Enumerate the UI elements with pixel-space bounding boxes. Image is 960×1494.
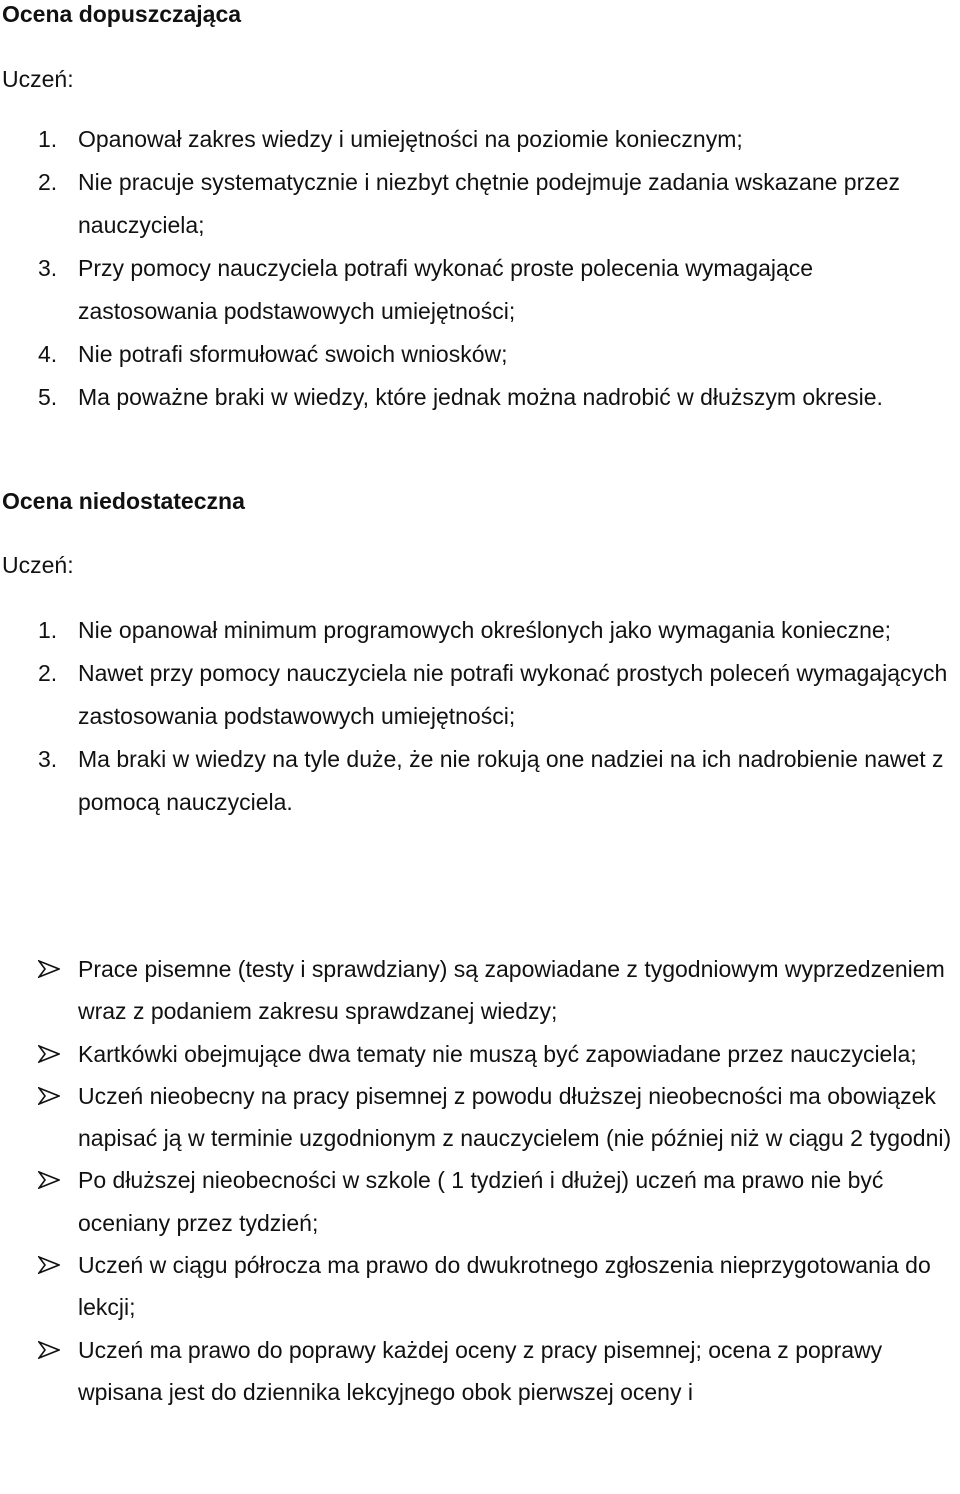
list-item xyxy=(0,948,958,1033)
item-text: Opanował zakres wiedzy i umiejętności na poziomie koniecznym; xyxy=(78,126,743,152)
list-item xyxy=(0,609,950,652)
list-item xyxy=(0,652,950,738)
item-text: Nawet przy pomocy nauczyciela nie potrafi wykonać prostych poleceń wymagających zastosowania podstawowych umiejętności; xyxy=(78,660,948,729)
rule-text: Prace pisemne (testy i sprawdziany) są zapowiadane z tygodniowym wyprzedzeniem wraz z podaniem zakresu sprawdzanej wiedzy; xyxy=(78,956,945,1025)
list-item xyxy=(0,1075,958,1160)
list-item xyxy=(0,738,950,824)
item-number: 2. xyxy=(38,169,58,195)
item-number: 5. xyxy=(38,384,58,410)
rule-text: Uczeń nieobecny na pracy pisemnej z powodu dłuższej nieobecności ma obowiązek napisać ją w terminie uzgodnionym z nauczycielem (nie później niż w ciągu 2 tygodni) xyxy=(78,1082,952,1152)
rules-list xyxy=(0,948,958,1413)
item-number: 3. xyxy=(38,255,58,281)
item-text: Nie pracuje systematycznie i niezbyt chętnie podejmuje zadania wskazane przez nauczyciela; xyxy=(78,169,901,238)
arrowhead-bullet-icon xyxy=(38,1256,60,1274)
item-text: Nie opanował minimum programowych określonych jako wymagania konieczne; xyxy=(78,617,892,643)
arrowhead-bullet-icon xyxy=(38,1171,60,1189)
item-number: 1. xyxy=(38,617,58,643)
numbered-list xyxy=(0,609,950,824)
arrowhead-bullet-icon xyxy=(38,1087,60,1105)
list-item xyxy=(0,247,950,333)
item-text: Ma braki w wiedzy na tyle duże, że nie rokują one nadziei na ich nadrobienie nawet z pomocą nauczyciela. xyxy=(78,746,944,815)
item-number: 2. xyxy=(38,660,58,686)
list-item xyxy=(0,376,950,419)
section-subheading: Uczeń: xyxy=(2,66,74,92)
section-heading: Ocena niedostateczna xyxy=(2,488,245,514)
list-item xyxy=(0,118,950,161)
list-item xyxy=(0,1329,958,1414)
item-text: Ma poważne braki w wiedzy, które jednak można nadrobić w dłuższym okresie. xyxy=(78,384,883,410)
arrowhead-bullet-icon xyxy=(38,960,60,978)
list-item xyxy=(0,1159,958,1244)
item-number: 4. xyxy=(38,341,58,367)
list-item xyxy=(0,333,950,376)
item-number: 1. xyxy=(38,126,58,152)
rule-text: Uczeń w ciągu półrocza ma prawo do dwukrotnego zgłoszenia nieprzygotowania do lekcji; xyxy=(78,1252,931,1321)
item-number: 3. xyxy=(38,746,58,772)
list-item xyxy=(0,1033,958,1075)
list-item xyxy=(0,1244,958,1329)
arrowhead-bullet-icon xyxy=(38,1341,60,1359)
item-text: Nie potrafi sformułować swoich wniosków; xyxy=(78,341,508,367)
rule-text: Po dłuższej nieobecności w szkole ( 1 tydzień i dłużej) uczeń ma prawo nie być oceniany przez tydzień; xyxy=(78,1167,884,1236)
rule-text: Uczeń ma prawo do poprawy każdej oceny z pracy pisemnej; ocena z poprawy wpisana jest do dziennika lekcyjnego obok pierwszej oceny i xyxy=(78,1336,883,1405)
item-text: Przy pomocy nauczyciela potrafi wykonać proste polecenia wymagające zastosowania podstawowych umiejętności; xyxy=(78,255,814,324)
arrowhead-bullet-icon xyxy=(38,1045,60,1063)
numbered-list xyxy=(0,118,950,419)
list-item xyxy=(0,161,950,247)
rule-text: Kartkówki obejmujące dwa tematy nie muszą być zapowiadane przez nauczyciela; xyxy=(78,1040,917,1067)
section-subheading: Uczeń: xyxy=(2,552,74,578)
section-heading: Ocena dopuszczająca xyxy=(2,1,242,27)
